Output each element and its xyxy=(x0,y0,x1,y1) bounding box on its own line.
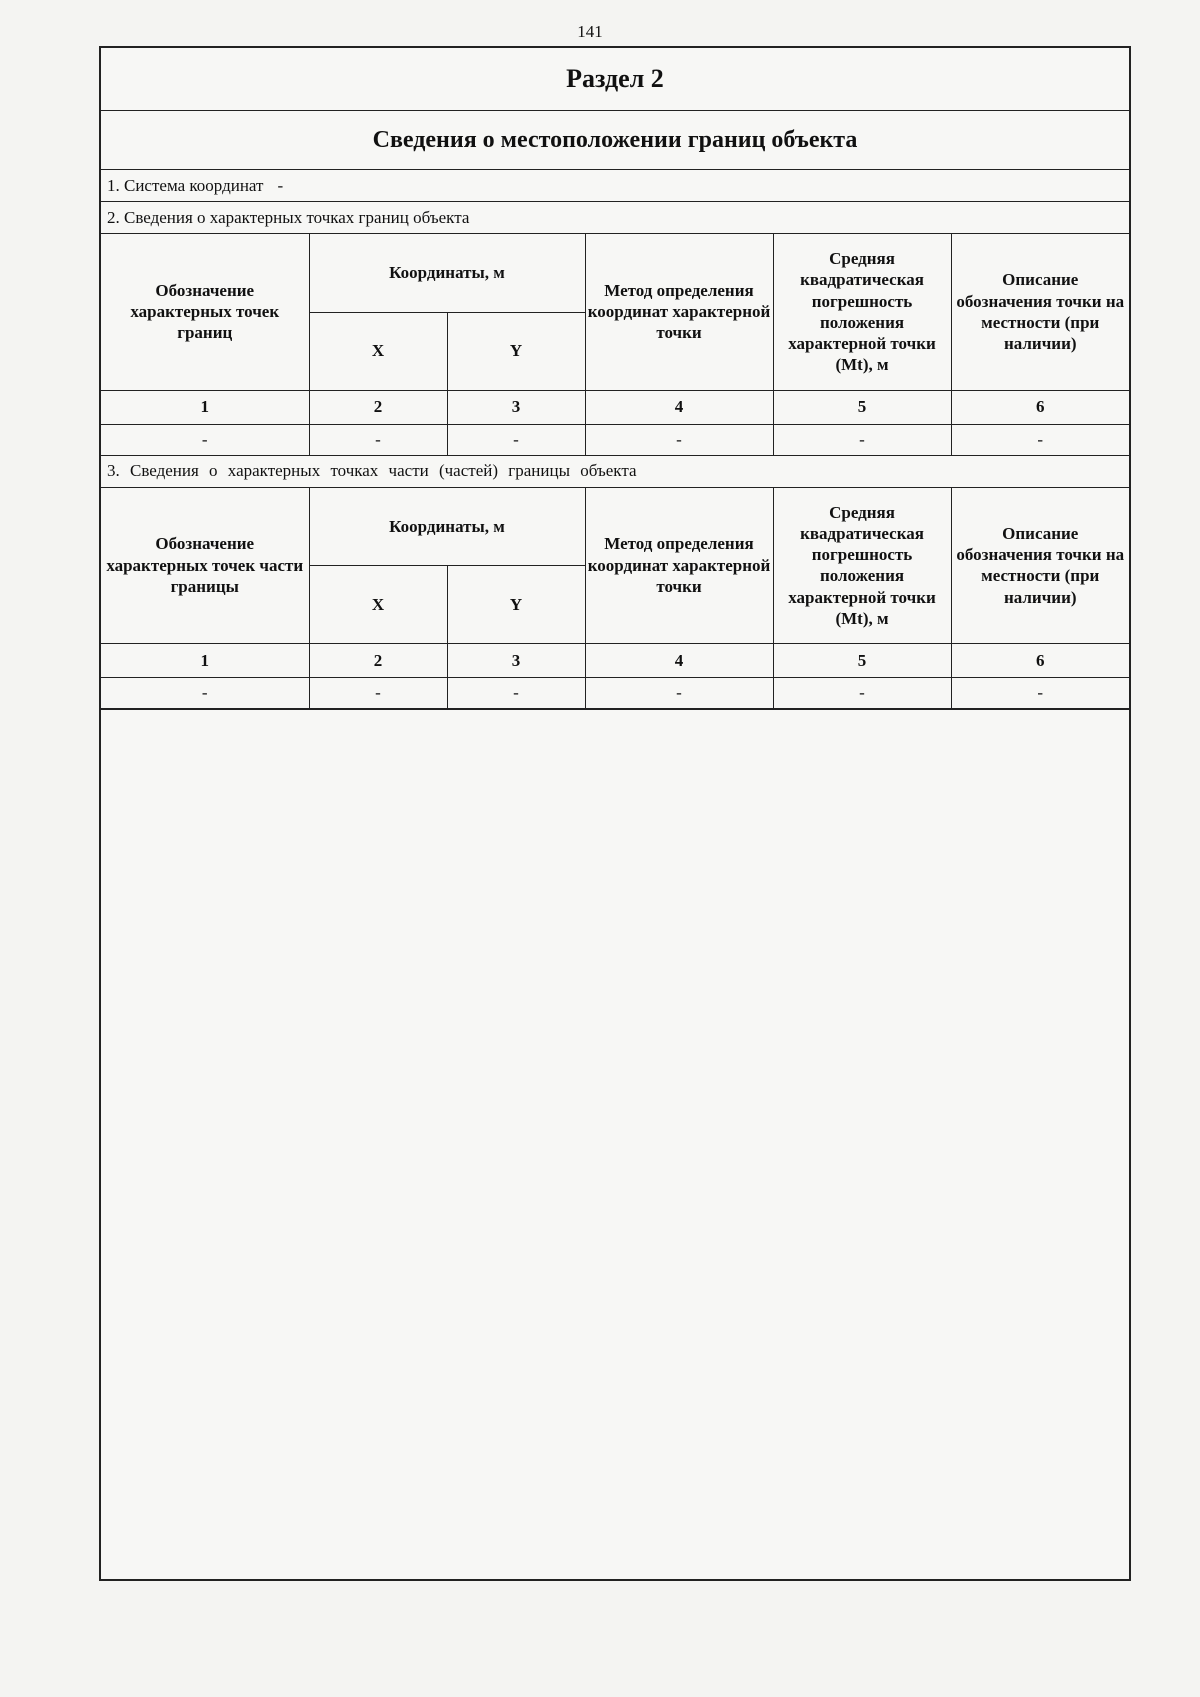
coordinate-system-value: - xyxy=(277,175,284,195)
col-coordinates-header: Координаты, м xyxy=(309,488,585,566)
column-number: 4 xyxy=(585,390,773,424)
column-number: 2 xyxy=(309,390,447,424)
col-description-header: Описание обозначения точки на местности (при наличии) xyxy=(951,488,1129,644)
col-error-header: Средняя квадратическая погрешность положения характерной точки (Mt), м xyxy=(773,488,951,644)
table-cell: - xyxy=(309,678,447,709)
table-cell: - xyxy=(447,678,585,709)
boundary-points-table xyxy=(101,234,1129,456)
page-number: 141 xyxy=(577,22,603,41)
col-coordinates-header: Координаты, м xyxy=(309,234,585,312)
table-cell: - xyxy=(309,424,447,455)
table-bottom-rule xyxy=(101,709,1129,710)
column-number-row xyxy=(101,390,1129,424)
column-number: 5 xyxy=(773,390,951,424)
table-cell: - xyxy=(773,424,951,455)
column-number: 6 xyxy=(951,644,1129,678)
table-row xyxy=(101,424,1129,455)
table-cell: - xyxy=(585,678,773,709)
coordinate-system-row xyxy=(101,170,1129,202)
column-number: 2 xyxy=(309,644,447,678)
col-designation-header: Обозначение характерных точек границ xyxy=(101,234,309,390)
table-cell: - xyxy=(951,678,1129,709)
column-number-row xyxy=(101,644,1129,678)
column-number: 3 xyxy=(447,644,585,678)
coordinate-system-label: 1. Система координат xyxy=(107,175,264,195)
table-cell: - xyxy=(585,424,773,455)
col-designation-header: Обозначение характерных точек части границы xyxy=(101,488,309,644)
section-subtitle: Сведения о местоположении границ объекта xyxy=(101,111,1129,170)
table1-heading: 2. Сведения о характерных точках границ объекта xyxy=(101,202,1129,234)
col-y-header: Y xyxy=(447,566,585,644)
table-row xyxy=(101,678,1129,709)
column-number: 4 xyxy=(585,644,773,678)
table-cell: - xyxy=(773,678,951,709)
document-frame xyxy=(99,46,1131,1581)
column-number: 5 xyxy=(773,644,951,678)
col-error-header: Средняя квадратическая погрешность положения характерной точки (Mt), м xyxy=(773,234,951,390)
table-cell: - xyxy=(101,678,309,709)
table-cell: - xyxy=(951,424,1129,455)
part-boundary-points-table xyxy=(101,488,1129,710)
col-method-header: Метод определения координат характерной точки xyxy=(585,234,773,390)
col-description-header: Описание обозначения точки на местности (при наличии) xyxy=(951,234,1129,390)
section-title: Раздел 2 xyxy=(101,48,1129,111)
col-x-header: X xyxy=(309,312,447,390)
col-x-header: X xyxy=(309,566,447,644)
column-number: 6 xyxy=(951,390,1129,424)
column-number: 1 xyxy=(101,644,309,678)
column-number: 1 xyxy=(101,390,309,424)
table-cell: - xyxy=(447,424,585,455)
table-cell: - xyxy=(101,424,309,455)
col-y-header: Y xyxy=(447,312,585,390)
column-number: 3 xyxy=(447,390,585,424)
table2-heading: 3. Сведения о характерных точках части (частей) границы объекта xyxy=(101,456,1129,488)
col-method-header: Метод определения координат характерной точки xyxy=(585,488,773,644)
